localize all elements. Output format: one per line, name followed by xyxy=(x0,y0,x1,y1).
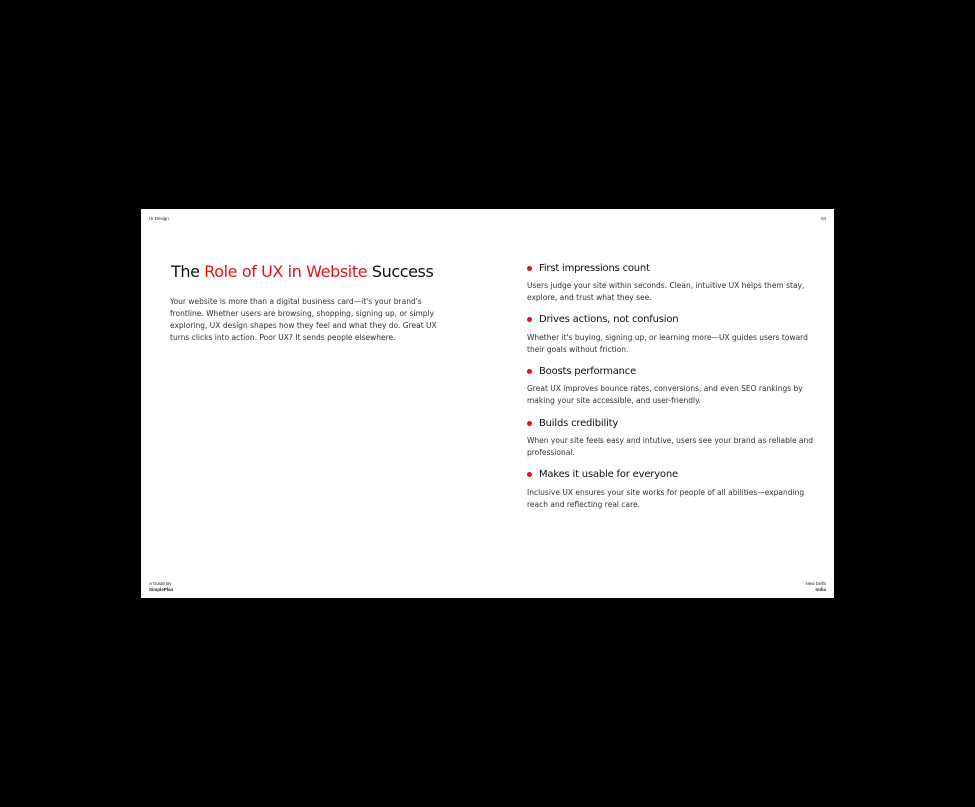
footer-location xyxy=(805,581,826,592)
benefit-description: Great UX improves bounce rates, conversions, and even SEO rankings by making your site accessible, and user-friendly. xyxy=(527,384,803,406)
benefit-item xyxy=(527,364,817,416)
city-label: New Delhi xyxy=(805,581,826,586)
benefit-title: First impressions count xyxy=(539,262,650,274)
benefit-item xyxy=(527,261,817,313)
bullet-dot-icon xyxy=(527,369,532,374)
bullet-dot-icon xyxy=(527,472,532,477)
document-page xyxy=(141,209,834,598)
benefit-heading xyxy=(527,364,817,378)
benefit-title: Drives actions, not confusion xyxy=(539,314,679,326)
brand-name: SimplePlan xyxy=(149,586,174,592)
benefit-description: Inclusive UX ensures your site works for people of all abilities—expanding reach and reflecting real care. xyxy=(527,487,805,509)
title-prefix: The xyxy=(171,262,205,281)
benefit-description: When your site feels easy and intutive, users see your brand as reliable and professional. xyxy=(527,436,814,458)
benefit-heading xyxy=(527,416,817,430)
guide-prefix: A Guide By xyxy=(149,581,172,586)
benefit-heading xyxy=(527,468,817,482)
country-label: India xyxy=(815,586,826,592)
benefit-item xyxy=(527,416,817,468)
benefit-item xyxy=(527,468,817,520)
footer-guide xyxy=(149,581,173,592)
benefit-description: Users judge your site within seconds. Clean, intuitive UX helps them stay, explore, and trust what they see. xyxy=(527,281,805,302)
benefit-title: Builds credibility xyxy=(539,417,619,429)
title-highlight: Role of UX in Website xyxy=(204,262,368,281)
bullet-dot-icon xyxy=(527,266,532,271)
bullet-dot-icon xyxy=(527,317,532,322)
intro-paragraph: Your website is more than a digital business card—it's your brand's frontline. Whether users are browsing, shopping, signing up, or simply exploring, UX design shapes how they feel and what they do. Great UX turns clicks into action. Poor UX? It sends people elsewhere. xyxy=(170,297,437,342)
benefit-heading xyxy=(527,261,817,275)
benefit-heading xyxy=(527,313,817,327)
page-title xyxy=(171,261,433,283)
benefit-item xyxy=(527,313,817,365)
benefit-title: Boosts performance xyxy=(539,365,637,377)
title-suffix: Success xyxy=(367,262,434,281)
bullet-dot-icon xyxy=(527,421,532,426)
benefits-list xyxy=(527,261,817,519)
benefit-title: Makes it usable for everyone xyxy=(539,469,678,481)
section-label: UI Design xyxy=(149,216,169,221)
page-number: 04 xyxy=(820,216,826,221)
benefit-description: Whether it's buying, signing up, or learning more—UX guides users toward their goals without friction. xyxy=(527,332,808,354)
